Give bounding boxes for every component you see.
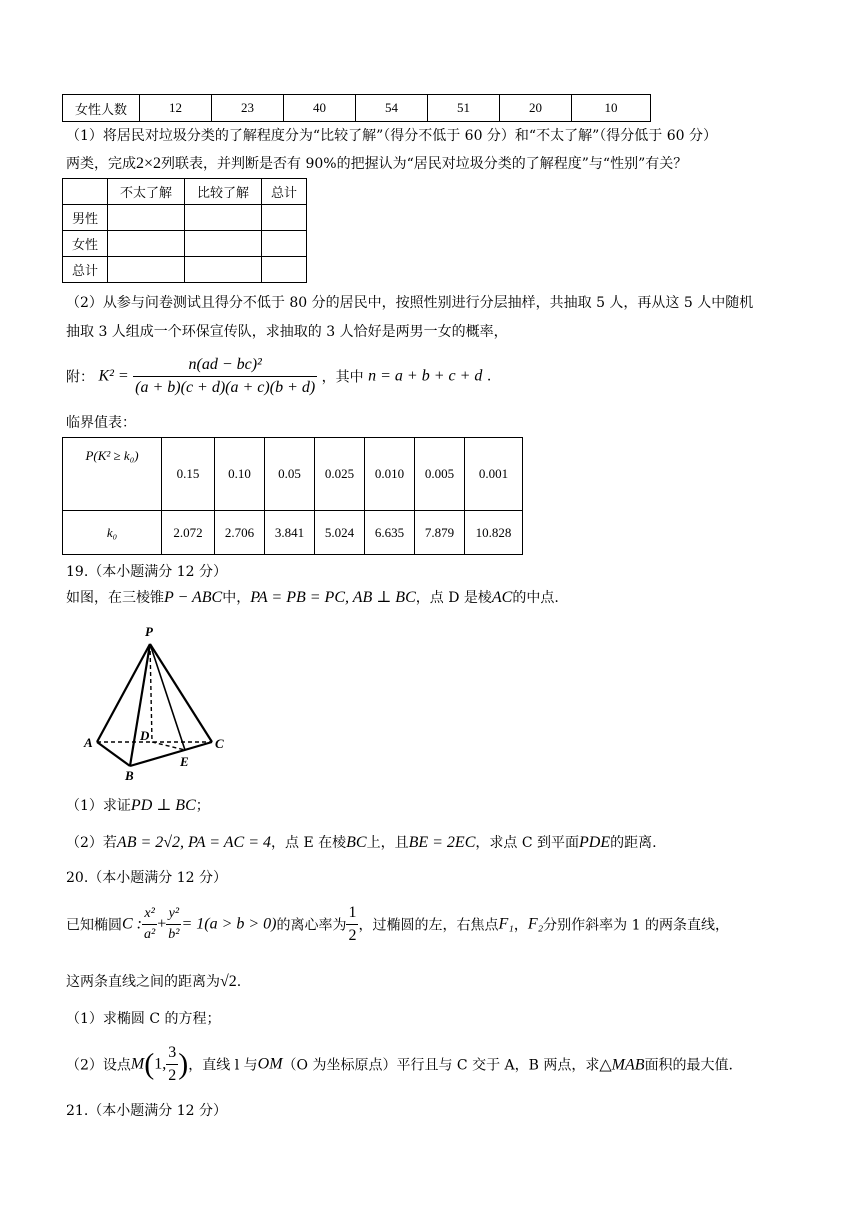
pyramid-figure: [80, 622, 230, 782]
table-cell: 10: [572, 95, 651, 122]
q20-stem: 已知椭圆C : $\frac{\text{x²}}{\text{a²}}$ + $\frac{\text{y²}}{\text{b²}}$ = 1(a > b > 0)的离心率为 $\frac{1}{2}$ ，过椭圆的左，右焦点F₁，F₂分别作斜率为 1 的两条直线，: [66, 904, 729, 944]
table-row: [63, 179, 307, 205]
q20-header: 20.（本小题满分 12 分）: [66, 870, 227, 886]
table-cell: 0.05: [265, 438, 315, 511]
table-cell: 54: [356, 95, 428, 122]
table-cell: 0.025: [315, 438, 365, 511]
edge-DE: [152, 742, 185, 750]
q19-header: 19.（本小题满分 12 分）: [66, 564, 227, 580]
part1-line2: 两类，完成2×2列联表，并判断是否有 90%的把握认为“居民对垃圾分类的了解程度”与“性别”有关？: [66, 155, 688, 172]
math-2x2: 2×2: [136, 155, 162, 172]
table-cell: 12: [140, 95, 212, 122]
label-A: A: [84, 735, 93, 750]
empty-cell[interactable]: [185, 231, 262, 257]
label-D: D: [140, 728, 150, 743]
table-row: [63, 95, 651, 122]
empty-cell[interactable]: [262, 231, 307, 257]
table-cell: 51: [428, 95, 500, 122]
table-cell: 0.10: [215, 438, 265, 511]
label-P: P: [145, 624, 153, 639]
q20-line2: 这两条直线之间的距离为√2.: [66, 973, 242, 990]
table-header-cell: 比较了解: [185, 179, 262, 205]
empty-cell[interactable]: [108, 257, 185, 283]
right-paren: ): [178, 1047, 189, 1081]
appendix-formula: 附： K² = $\frac{\text{n(ad − bc)²}}{(a + b)(c + d)(a + c)(b + d)}$ ，其中 n = a + b + c + d .: [66, 356, 492, 396]
left-paren: (: [144, 1047, 155, 1081]
k2-fraction: $\frac{\text{n(ad − bc)²}}{(a + b)(c + d)(a + c)(b + d)}$: [135, 356, 316, 396]
table-cell: 3.841: [265, 511, 315, 555]
edge-PC: [150, 644, 212, 742]
critical-value-table: [62, 437, 523, 555]
q20-sub2: （2）设点M(1, $\frac{3}{2}$ )，直线 l 与OM（O 为坐标原点）平行且与 C 交于 A，B 两点，求△MAB面积的最大值.: [66, 1044, 734, 1084]
table-cell: 23: [212, 95, 284, 122]
table-cell: 0.005: [415, 438, 465, 511]
q19-stem: 如图，在三棱锥P − ABC中，PA = PB = PC, AB ⊥ BC，点 D 是棱AC的中点.: [66, 589, 559, 606]
table-row: [63, 438, 523, 511]
table-row: [63, 511, 523, 555]
row-label: 女性人数: [63, 95, 140, 122]
part1-line1: （1）将居民对垃圾分类的了解程度分为“比较了解”（得分不低于 60 分）和“不太了解”（得分低于 60 分）: [66, 128, 717, 144]
empty-cell[interactable]: [185, 205, 262, 231]
table-cell: 6.635: [365, 511, 415, 555]
row-label: 总计: [63, 257, 108, 283]
table-cell: 2.706: [215, 511, 265, 555]
row-label: 男性: [63, 205, 108, 231]
part2-line2: 抽取 3 人组成一个环保宣传队，求抽取的 3 人恰好是两男一女的概率，: [66, 324, 508, 340]
p-label: P(K² ≥ k₀): [63, 438, 162, 511]
table-cell: 5.024: [315, 511, 365, 555]
row-label: 女性: [63, 231, 108, 257]
q19-sub2: （2）若AB = 2√2, PA = AC = 4，点 E 在棱BC上，且BE = 2EC，求点 C 到平面PDE的距离.: [66, 834, 657, 851]
table-cell: 7.879: [415, 511, 465, 555]
k-label: k₀: [63, 511, 162, 555]
table-cell: 10.828: [465, 511, 523, 555]
table-cell: 0.001: [465, 438, 523, 511]
table-header-cell: [63, 179, 108, 205]
empty-cell[interactable]: [185, 257, 262, 283]
empty-cell[interactable]: [262, 205, 307, 231]
table-cell: 20: [500, 95, 572, 122]
table-cell: 0.010: [365, 438, 415, 511]
female-count-table: [62, 94, 651, 122]
critical-title: 临界值表：: [66, 415, 136, 431]
q20-sub1: （1）求椭圆 C 的方程；: [66, 1011, 221, 1027]
table-cell: 2.072: [162, 511, 215, 555]
table-header-cell: 总计: [262, 179, 307, 205]
empty-cell[interactable]: [108, 205, 185, 231]
part2-line1: （2）从参与问卷测试且得分不低于 80 分的居民中，按照性别进行分层抽样，共抽取 5 人，再从这 5 人中随机: [66, 295, 754, 311]
table-header-cell: 不太了解: [108, 179, 185, 205]
label-E: E: [180, 754, 189, 769]
label-C: C: [215, 736, 224, 751]
empty-cell[interactable]: [108, 231, 185, 257]
empty-cell[interactable]: [262, 257, 307, 283]
table-row: [63, 231, 307, 257]
edge-BC: [130, 742, 212, 766]
q21-header: 21.（本小题满分 12 分）: [66, 1103, 227, 1119]
edge-AB: [97, 742, 130, 766]
q19-sub1: （1）求证PD ⊥ BC；: [66, 797, 210, 814]
table-cell: 40: [284, 95, 356, 122]
label-B: B: [125, 768, 134, 782]
table-cell: 0.15: [162, 438, 215, 511]
contingency-table: [62, 178, 307, 283]
edge-PD: [150, 644, 152, 742]
edge-PE: [150, 644, 185, 750]
table-row: [63, 257, 307, 283]
table-row: [63, 205, 307, 231]
